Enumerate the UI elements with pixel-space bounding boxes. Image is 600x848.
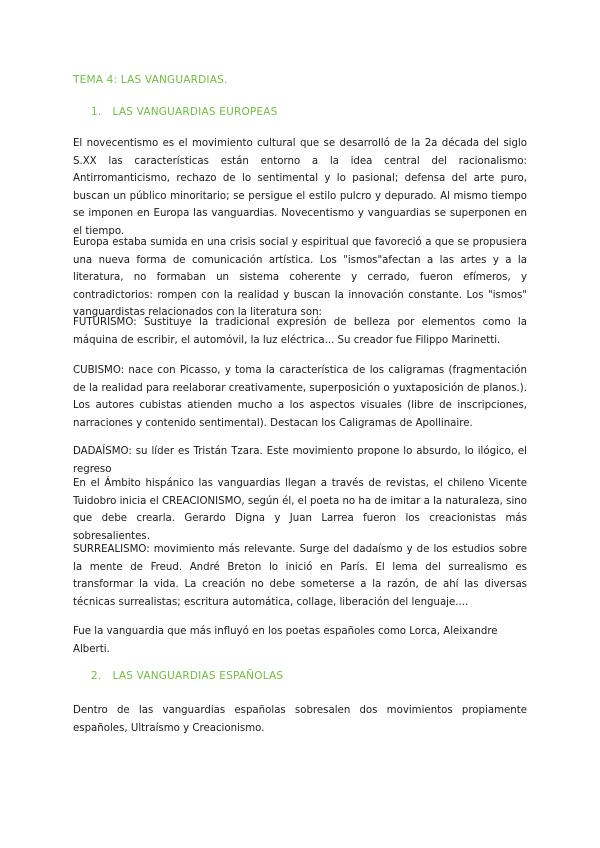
paragraph-futurismo — [73, 314, 527, 349]
paragraph-vanguardias-espanolas: Dentro de las vanguardias españolas sobresalen dos movimientos propiamente españoles, Ultraísmo y Creacionismo. — [73, 705, 527, 734]
paragraph-cubismo — [73, 362, 527, 432]
section-number-1: 1. — [91, 106, 102, 118]
section-heading-1 — [91, 106, 278, 118]
dadaismo-label: DADAÍSMO — [73, 446, 129, 457]
futurismo-text: : Sustituye la tradicional expresión de belleza por elementos como la máquina de escribir, el automóvil, la luz eléctrica... Su creador fue Filippo Marinetti. — [73, 317, 527, 346]
futurismo-label: FUTURISMO — [73, 317, 134, 328]
section-heading-2 — [91, 670, 283, 682]
dadaismo-text: : su líder es Tristán Tzara. Este movimiento propone lo absurdo, lo ilógico, el regreso — [73, 446, 527, 475]
paragraph-surrealismo — [73, 541, 527, 611]
vanguardia-line-1: Fue la vanguardia que más influyó en los poetas españoles como Lorca, Aleixandre — [73, 626, 498, 637]
paragraph-europa: Europa estaba sumida en una crisis social y espiritual que favoreció a que se propusiera una nueva forma de comunicación artística. Los "ismos"afectan a las artes y a la literatura, no formaban un sistema coherente y cerrado, fueron efímeros, y contradictorios: rompen con la realidad y buscan la innovación constante. Los "ismos" vanguardistas relacionados con la literatura son: — [73, 237, 527, 318]
surrealismo-text: : movimiento más relevante. Surge del dadaísmo y de los estudios sobre la mente de Freud. André Breton lo inició en París. El lema del surrealismo es transformar la vida. La creación no debe someterse a la razón, de ahí las diversas técnicas surrealistas; escritura automática, collage, liberación del lenguaje.... — [73, 544, 527, 608]
section-title-2: LAS VANGUARDIAS ESPAÑOLAS — [112, 670, 284, 682]
vanguardia-line-2: Alberti. — [73, 643, 110, 655]
section-number-2: 2. — [91, 670, 102, 682]
section-title-1: LAS VANGUARDIAS EUROPEAS — [112, 106, 278, 118]
surrealismo-label: SURREALISMO — [73, 544, 147, 555]
cubismo-label: CUBISMO — [73, 365, 121, 376]
paragraph-ambito-hispanico: En el Ámbito hispánico las vanguardias llegan a través de revistas, el chileno Vicente Tuidobro inicia el CREACIONISMO, según él, el poeta no ha de imitar a la naturaleza, sino que debe crearla. Gerardo Digna y Juan Larrea fueron los creacionistas más sobresalientes. — [73, 478, 527, 542]
paragraph-vanguardia-influencia — [73, 623, 527, 658]
paragraph-dadaismo — [73, 443, 527, 478]
document-title: TEMA 4: LAS VANGUARDIAS. — [73, 74, 228, 86]
cubismo-text: : nace con Picasso, y toma la característica de los caligramas (fragmentación de la realidad para reelaborar creativamente, superposición o yuxtaposición de planos.). Los autores cubistas atienden mucho a los aspectos visuales (libre de inscripciones, narraciones y contenido sentimental). Destacan los Caligramas de Apollinaire. — [73, 365, 527, 429]
paragraph-novecentismo: El novecentismo es el movimiento cultural que se desarrolló de la 2a década del siglo S.XX las características están entorno a la idea central del racionalismo: Antirromanticismo, rechazo de lo sentimental y lo pasional; defensa del arte puro, buscan un público minoritario; se persigue el estilo pulcro y depurado. Al mismo tiempo se imponen en Europa las vanguardias. Novecentismo y vanguardias se superponen en el tiempo. — [73, 138, 527, 237]
